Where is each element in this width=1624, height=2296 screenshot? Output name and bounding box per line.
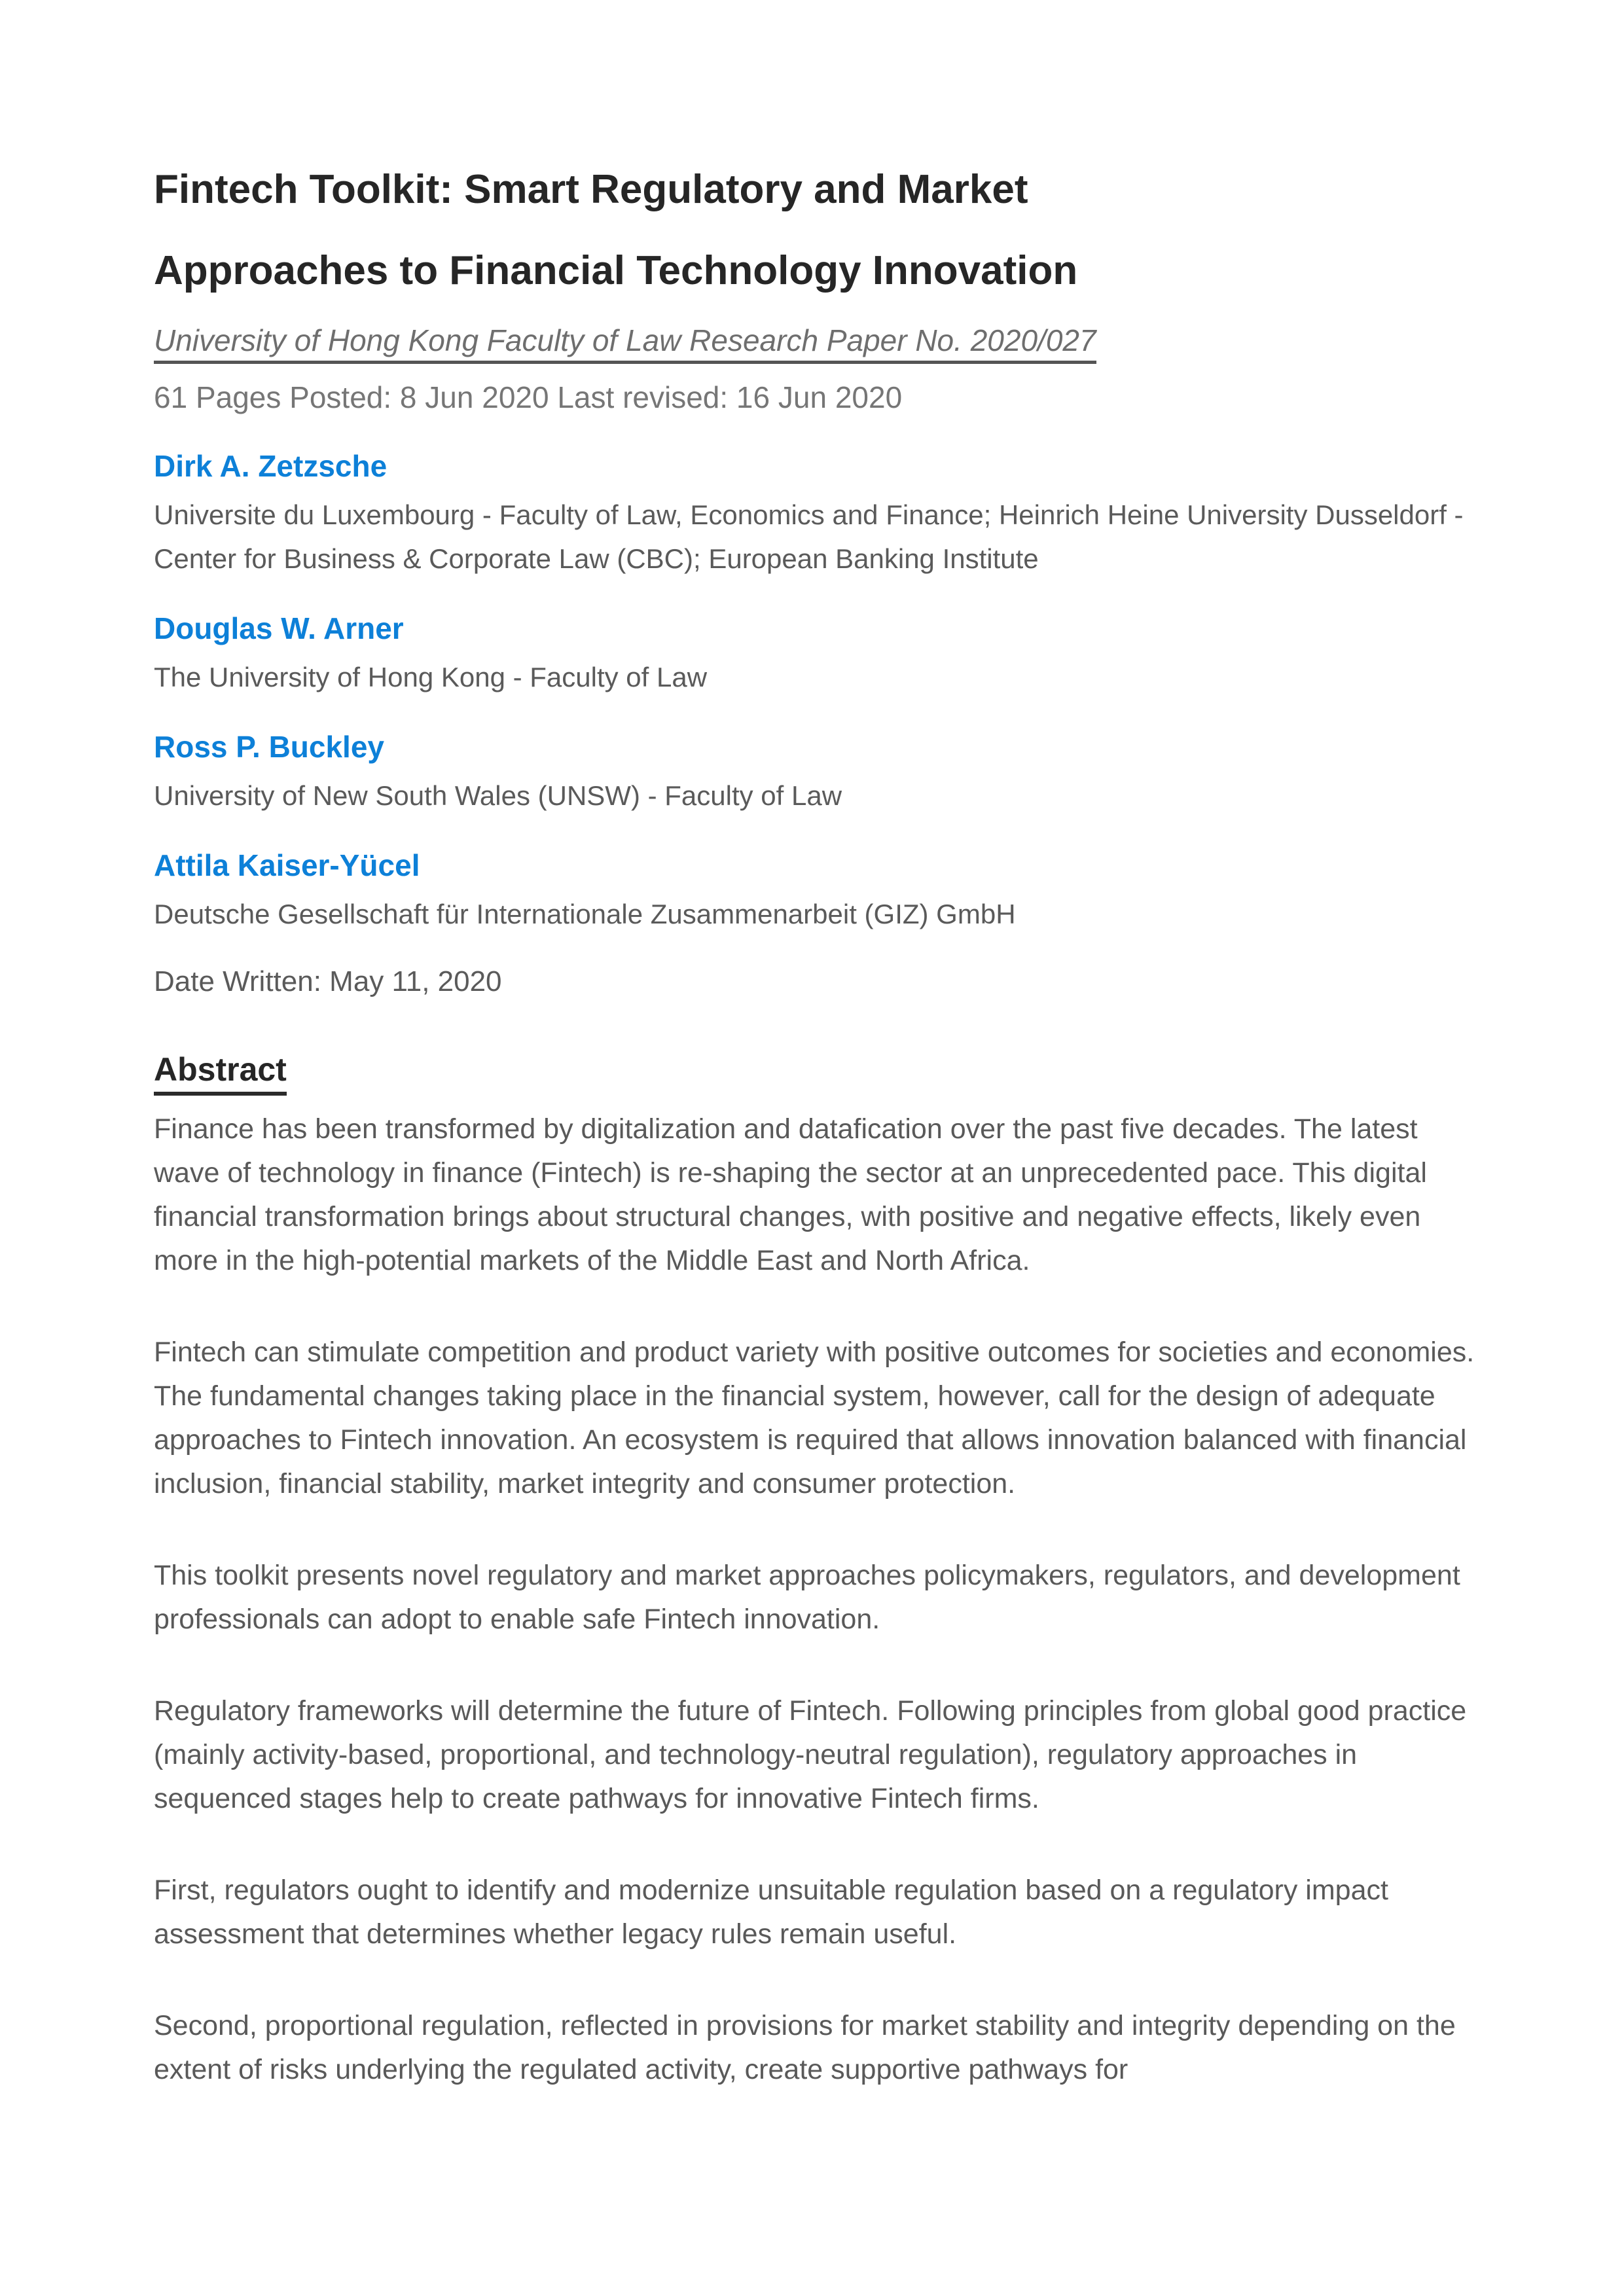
series-link[interactable]: University of Hong Kong Faculty of Law Research Paper No. 2020/027 <box>154 322 1096 364</box>
abstract-paragraph: This toolkit presents novel regulatory and market approaches policymakers, regulators, and development professionals can adopt to enable safe Fintech innovation. <box>154 1560 1460 1635</box>
abstract-heading-row <box>154 1050 1483 1096</box>
paper-title: Fintech Toolkit: Smart Regulatory and Market Approaches to Financial Technology Innovation <box>154 167 1078 293</box>
abstract-paragraph: Fintech can stimulate competition and product variety with positive outcomes for societies and economies. The fundamental changes taking place in the financial system, however, call for the design of adequate approaches to Fintech innovation. An ecosystem is required that allows innovation balanced with financial inclusion, financial stability, market integrity and consumer protection. <box>154 1336 1475 1499</box>
author-list <box>154 447 1483 936</box>
author-affiliation: Deutsche Gesellschaft für Internationale Zusammenarbeit (GIZ) GmbH <box>154 899 1016 929</box>
abstract-heading: Abstract <box>154 1050 287 1096</box>
author-name-link[interactable]: Ross P. Buckley <box>154 730 385 764</box>
pages-posted-meta: 61 Pages Posted: 8 Jun 2020 Last revised: 16 Jun 2020 <box>154 380 903 414</box>
abstract-paragraph: Finance has been transformed by digitalization and datafication over the past five decades. The latest wave of technology in finance (Fintech) is re-shaping the sector at an unprecedented pace. This digital financial transformation brings about structural changes, with positive and negative effects, likely even more in the high-potential markets of the Middle East and North Africa. <box>154 1113 1427 1276</box>
abstract-paragraph: First, regulators ought to identify and modernize unsuitable regulation based on a regulatory impact assessment that determines whether legacy rules remain useful. <box>154 1874 1388 1950</box>
date-written: Date Written: May 11, 2020 <box>154 965 502 997</box>
author-block <box>154 846 1483 936</box>
author-name-link[interactable]: Attila Kaiser-Yücel <box>154 848 420 882</box>
abstract-paragraph: Second, proportional regulation, reflected in provisions for market stability and integrity depending on the extent of risks underlying the regulated activity, create supportive pathways for <box>154 2010 1456 2085</box>
abstract-paragraph: Regulatory frameworks will determine the future of Fintech. Following principles from global good practice (mainly activity-based, proportional, and technology-neutral regulation), regulatory approaches in sequenced stages help to create pathways for innovative Fintech firms. <box>154 1695 1467 1814</box>
abstract-body <box>154 1107 1483 2092</box>
author-block <box>154 609 1483 699</box>
author-affiliation: University of New South Wales (UNSW) - Faculty of Law <box>154 780 842 811</box>
author-name-link[interactable]: Douglas W. Arner <box>154 611 404 645</box>
author-block <box>154 447 1483 581</box>
author-affiliation: Universite du Luxembourg - Faculty of Law, Economics and Finance; Heinrich Heine University Dusseldorf - Center for Business & Corporate Law (CBC); European Banking Institute <box>154 499 1464 574</box>
author-block <box>154 728 1483 817</box>
series-row <box>154 322 1483 364</box>
paper-content <box>154 0 1483 2092</box>
author-name-link[interactable]: Dirk A. Zetzsche <box>154 449 388 483</box>
author-affiliation: The University of Hong Kong - Faculty of Law <box>154 662 708 692</box>
